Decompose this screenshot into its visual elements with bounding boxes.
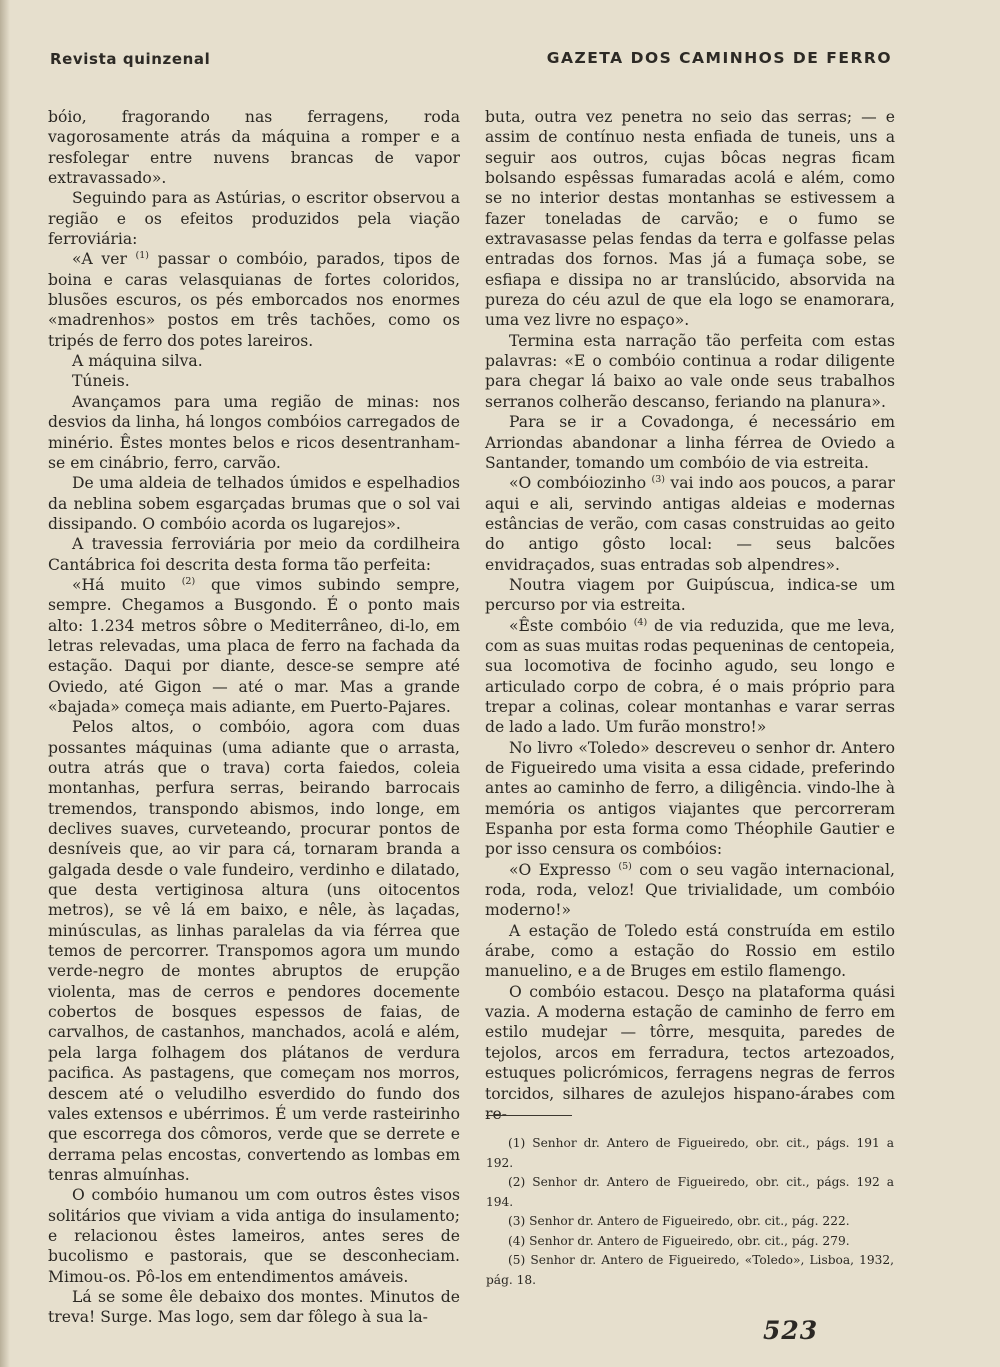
journal-frequency: Revista quinzenal — [50, 50, 211, 68]
paragraph — [48, 1287, 460, 1328]
paragraph — [48, 575, 460, 717]
footnote-mark: (1) — [508, 1136, 526, 1150]
paragraph — [48, 371, 460, 391]
footnote — [486, 1212, 894, 1232]
footnote-reference: (5) — [618, 860, 632, 872]
paragraph — [48, 249, 460, 351]
paragraph — [48, 1185, 460, 1287]
paragraph-text: A estação de Toledo está construída em estilo árabe, como a estação do Rossio em estilo manuelino, e a de Bruges em estilo flamengo. — [485, 921, 895, 981]
footnote-mark: (4) — [508, 1233, 526, 1248]
footnote-text: Senhor dr. Antero de Figueiredo, «Toledo», Lisboa, 1932, pág. 18. — [486, 1253, 894, 1287]
paragraph-text-continued: com o seu vagão internacional, roda, roda, veloz! Que trivialidade, um combóio moderno!» — [485, 860, 895, 920]
paragraph-text-continued: vai indo aos poucos, a parar aqui e ali, servindo antigas aldeias e modernas estâncias de verão, com casas construidas ao geito do antigo gôsto local: — seus balcões envidraçados, suas entradas sob alpendres». — [485, 474, 895, 574]
paragraph-text: No livro «Toledo» descreveu o senhor dr. Antero de Figueiredo uma visita a essa cidade, preferindo antes ao caminho de ferro, a diligência. vindo-lhe à memória os antigos viajantes que percorreram Espanha por esta forma como Théophile Gautier e por isso censura os combóios: — [485, 738, 895, 859]
paragraph — [485, 860, 895, 921]
footnote-separator — [486, 1115, 572, 1116]
paragraph-text: O combóio humanou um com outros êstes visos solitários que viviam a vida antiga do insulamento; e relacionou êstes lameiros, antes seres de bucolismo e pastorais, que se desconheciam. Mimou-os. Pô-los em entendimentos amáveis. — [48, 1186, 460, 1286]
footnote-text: Senhor dr. Antero de Figueiredo, obr. cit., págs. 191 a 192. — [486, 1136, 894, 1170]
paragraph-text: Lá se some êle debaixo dos montes. Minutos de treva! Surge. Mas logo, sem dar fôlego à sua la- — [48, 1287, 460, 1327]
footnote — [486, 1173, 894, 1212]
right-text-column — [485, 107, 895, 1124]
paragraph-text: De uma aldeia de telhados úmidos e espelhadios da neblina sobem esgarçadas brumas que o sol vai dissipando. O combóio acorda os lugarejos». — [48, 474, 460, 533]
page-number: 523 — [763, 1316, 819, 1345]
paragraph-text: «Há muito — [72, 575, 182, 594]
paragraph-text: A máquina silva. — [72, 352, 203, 371]
paragraph — [485, 616, 895, 738]
page-edge-shadow — [0, 0, 10, 1367]
paragraph-text: Avançamos para uma região de minas: nos desvios da linha, há longos combóios carregados de minério. Êstes montes belos e ricos desentranham-se em cinábrio, ferro, carvão. — [48, 392, 460, 472]
paragraph-text: «O Expresso — [509, 860, 619, 879]
paragraph-text: Pelos altos, o combóio, agora com duas possantes máquinas (uma adiante que o arrasta, outra atrás que o trava) corta faiedos, coleia montanhas, perfura serras, beirando barrocais tremendos, transpondo abismos, indo longe, em declives suaves, curveteando, procurar pontos de desníveis que, ao vir para cá, tornaram branda a galgada desde o vale fundeiro, verdinho e dilatado, que desta vertiginosa altura (uns oitocentos metros), se vê lá em baixo, e nêle, às laçadas, minúsculas, as linhas paralelas da via férrea que temos de percorrer. Transpomos agora um mundo verde-negro de montes abruptos de erupção violenta, mas de cerros e pendores docemente cobertos de bosques espessos de faias, de carvalhos, de castanhos, manchados, acolá e além, pela larga folhagem dos plátanos de verdura pacifica. As pastagens, que começam nos morros, descem até o veludilho esverdido do fundo dos vales extensos e ubérrimos. É um verde rasteirinho que escorrega dos cômoros, verde que se derrete e derrama pelas encostas, convertendo as lombas em tenras almuínhas. — [48, 718, 460, 1184]
paragraph-text: «Êste combóio — [509, 616, 634, 635]
paragraph-text: Noutra viagem por Guipúscua, indica-se um percurso por via estreita. — [485, 575, 895, 615]
paragraph-text: O combóio estacou. Desço na plataforma quási vazia. A moderna estação de caminho de ferro em estilo mudejar — tôrre, mesquita, paredes de tejolos, arcos em ferradura, tectos artezoados, estuques policrómicos, ferragens negras de ferros torcidos, silhares de azulejos hispano-árabes com re- — [485, 982, 895, 1123]
paragraph — [48, 717, 460, 1185]
paragraph — [485, 473, 895, 575]
paragraph — [48, 473, 460, 534]
paragraph-text: Seguindo para as Astúrias, o escritor observou a região e os efeitos produzidos pela viação ferroviária: — [48, 189, 460, 249]
paragraph — [48, 392, 460, 473]
footnote-reference: (1) — [135, 250, 150, 262]
paragraph-text: «A ver — [72, 250, 136, 269]
footnote-mark: (5) — [508, 1253, 526, 1267]
paragraph — [485, 982, 895, 1124]
paragraph-text: «O combóiozinho — [509, 474, 652, 493]
paragraph-text-continued: que vimos subindo sempre, sempre. Chegamos a Busgondo. É o ponto mais alto: 1.234 metros sôbre o Mediterrâneo, di-lo, em letras relevadas, uma placa de ferro na fachada da estação. Daqui por diante, desce-se sempre até Oviedo, até Gigon — até o mar. Mas a grande «bajada» começa mais adiante, em Puerto-Pajares. — [48, 575, 460, 716]
footnote-mark: (2) — [508, 1175, 526, 1189]
footnote-text: Senhor dr. Antero de Figueiredo, obr. cit., pág. 279. — [525, 1233, 850, 1248]
paragraph — [485, 738, 895, 860]
paragraph-text: A travessia ferroviária por meio da cordilheira Cantábrica foi descrita desta forma tão perfeita: — [48, 535, 460, 574]
footnote — [486, 1134, 894, 1173]
footnote-reference: (4) — [633, 616, 648, 628]
paragraph-text: Termina esta narração tão perfeita com estas palavras: «E o combóio continua a rodar diligente para chegar lá baixo ao vale onde seus trabalhos serranos colherão descanso, feriando na planura». — [485, 331, 895, 411]
paragraph-text-continued: de via reduzida, que me leva, com as suas muitas rodas pequeninas de centopeia, sua locomotiva de focinho agudo, seu longo e articulado corpo de cobra, é o mais próprio para trepar a colinas, colear montanhas e varar serras de lado a lado. Um furão monstro!» — [485, 616, 895, 737]
footnotes — [486, 1134, 894, 1290]
journal-title: GAZETA DOS CAMINHOS DE FERRO — [546, 49, 892, 67]
paragraph-text: bóio, fragorando nas ferragens, roda vagorosamente atrás da máquina a romper e a resfolegar entre nuvens brancas de vapor extravassado». — [48, 108, 460, 188]
paragraph — [485, 575, 895, 616]
footnote-text: Senhor dr. Antero de Figueiredo, obr. cit., pág. 222. — [525, 1214, 850, 1228]
paragraph-text: Para se ir a Covadonga, é necessário em Arriondas abandonar a linha férrea de Oviedo a Santander, tomando um combóio de via estreita. — [485, 413, 895, 472]
footnote-reference: (2) — [181, 575, 196, 587]
paragraph-text: buta, outra vez penetra no seio das serras; — e assim de contínuo nesta enfiada de tuneis, uns a seguir aos outros, cujas bôcas negras ficam bolsando espêssas fumaradas acolá e além, como se no interior destas montanhas se estivessem a fazer toneladas de carvão; e o fumo se extravasasse pelas fendas da terra e golfasse pelas entradas dos fornos. Mas já a fumaça sobe, se esfiapa e dissipa no ar translúcido, absorvida na pureza do céu azul de que ela logo se enamorara, uma vez livre no espaço». — [485, 108, 895, 330]
paragraph — [485, 412, 895, 473]
paragraph — [485, 331, 895, 412]
paragraph — [485, 107, 895, 331]
footnote — [486, 1251, 894, 1290]
paragraph — [48, 188, 460, 249]
footnote-mark: (3) — [508, 1214, 526, 1228]
paragraph — [48, 351, 460, 371]
paragraph — [48, 534, 460, 575]
paragraph — [48, 107, 460, 188]
footnote-reference: (3) — [651, 474, 665, 485]
paragraph — [485, 921, 895, 982]
footnote — [486, 1232, 894, 1252]
paragraph-text-continued: passar o combóio, parados, tipos de boina e caras velasquianas de fortes coloridos, blusões escuros, os pés emborcados nos enormes «madrenhos» postos em três tachões, como os tripés de ferro dos potes lareiros. — [48, 250, 460, 350]
left-text-column — [48, 107, 460, 1328]
paragraph-text: Túneis. — [72, 372, 130, 391]
footnote-text: Senhor dr. Antero de Figueiredo, obr. cit., págs. 192 a 194. — [486, 1175, 894, 1209]
